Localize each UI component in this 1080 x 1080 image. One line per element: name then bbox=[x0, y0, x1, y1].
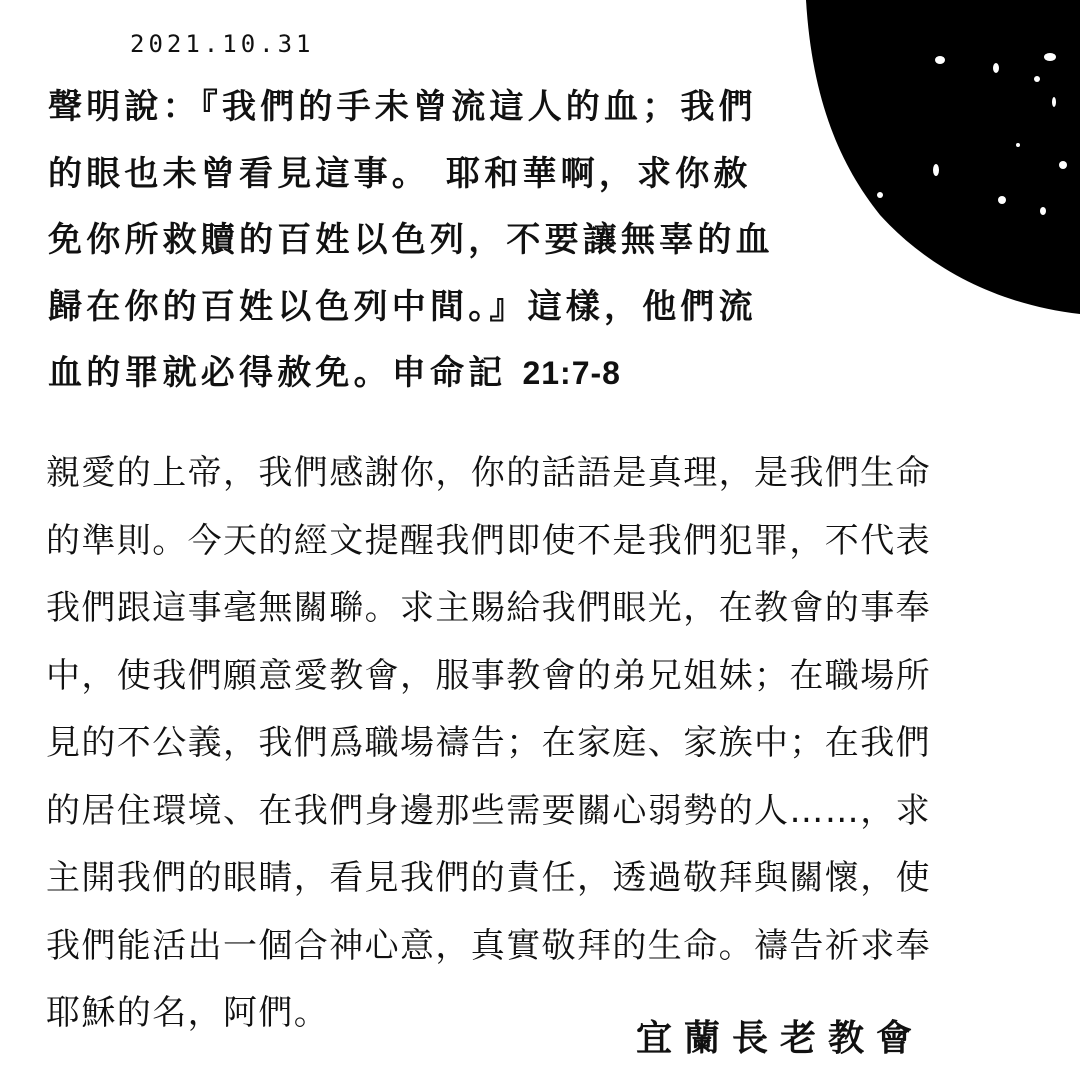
prayer-line: 主開我們的眼睛，看見我們的責任，透過敬拜與關懷，使 bbox=[46, 858, 931, 898]
scripture-verse bbox=[48, 74, 808, 407]
prayer-line: 的居住環境、在我們身邊那些需要關心弱勢的人……，求 bbox=[46, 790, 931, 831]
prayer-line: 我們能活出一個合神心意，真實敬拜的生命。禱告祈求奉 bbox=[46, 925, 931, 966]
prayer-line: 中，使我們願意愛教會，服事教會的弟兄姐妹；在職場所 bbox=[46, 655, 931, 696]
prayer-line: 見的不公義，我們爲職場禱告；在家庭、家族中；在我們 bbox=[46, 723, 931, 763]
prayer-line: 的準則。今天的經文提醒我們即使不是我們犯罪，不代表 bbox=[46, 520, 931, 561]
dark-moon-shape bbox=[806, 0, 1080, 314]
prayer-text bbox=[46, 440, 1056, 1048]
verse-line: 聲明說：『我們的手未曾流這人的血；我們 bbox=[48, 87, 757, 127]
date-label: 2021.10.31 bbox=[130, 30, 315, 58]
prayer-line: 親愛的上帝，我們感謝你，你的話語是真理，是我們生命 bbox=[46, 453, 931, 493]
church-signature: 宜蘭長老教會 bbox=[636, 1017, 925, 1059]
verse-line: 免你所救贖的百姓以色列，不要讓無辜的血 bbox=[48, 220, 774, 260]
verse-reference-number: 21:7-8 bbox=[522, 355, 621, 391]
prayer-line: 我們跟這事毫無關聯。求主賜給我們眼光，在教會的事奉 bbox=[46, 588, 931, 628]
verse-line: 的眼也未曾看見這事。 耶和華啊，求你赦 bbox=[48, 153, 752, 194]
verse-text-end: 血的罪就必得赦免。申命記 bbox=[48, 353, 523, 393]
prayer-line: 耶穌的名，阿們。 bbox=[46, 993, 330, 1033]
verse-line: 歸在你的百姓以色列中間。』這樣，他們流 bbox=[48, 286, 757, 327]
verse-line-reference bbox=[48, 340, 808, 407]
